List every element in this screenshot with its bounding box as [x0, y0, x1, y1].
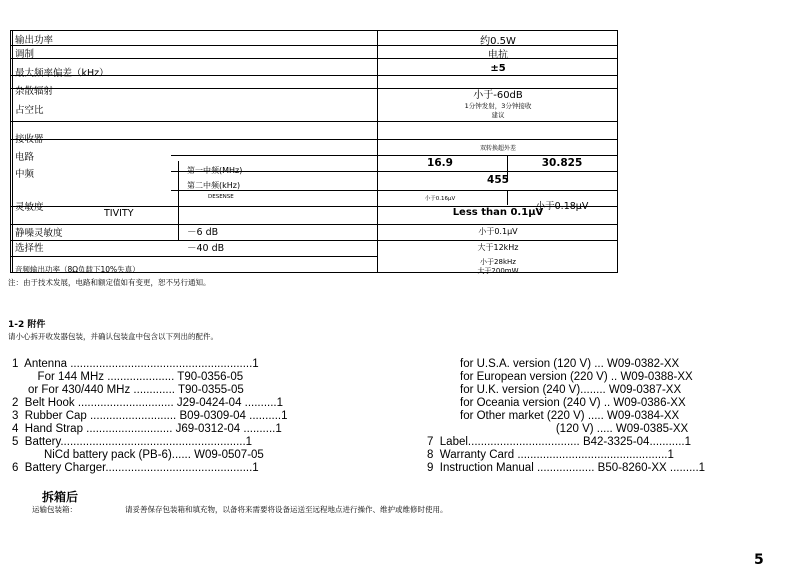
page-number: 5 [754, 552, 764, 568]
accessories-heading: 1-2 附件 [8, 320, 46, 330]
list-item: For 144 MHz ..................... T90-0356-05 [12, 371, 244, 383]
if-first-label: 第一中频(MHz) [187, 166, 243, 175]
value-if2: 455 [487, 174, 509, 186]
unpacking-text: 请妥善保存包装箱和填充物，以备将来需要将设备运送至远程地点进行操作、维护或维修时使用。 [125, 505, 448, 514]
table-divider [12, 31, 13, 272]
value-audio-output: 大于200mW [477, 267, 519, 275]
list-item: 4 Hand Strap ........................... J69-0312-04 ..........1 [12, 423, 282, 435]
value-spurious: 小于-60dB [473, 90, 523, 101]
value-deviation: ±5 [490, 63, 506, 74]
value-output-power: 约0.5W [480, 36, 516, 47]
if-second-label: 第二中频(kHz) [187, 181, 241, 190]
row-label: 电路 [15, 152, 35, 163]
row-label: 中频 [15, 169, 35, 180]
row-label: 杂散辐射 [15, 86, 54, 97]
selectivity-setting: －40 dB [187, 243, 225, 254]
list-item: for U.K. version (240 V)........ W09-0387-XX [460, 384, 682, 396]
desense-label: DESENSE [208, 194, 234, 200]
value-if1-a: 16.9 [427, 157, 453, 169]
value-sens-b: 小于0.18μV [535, 201, 589, 212]
table-rule [11, 139, 617, 140]
value-sens-main: Less than 0.1μV [452, 207, 544, 218]
row-label: 静噪灵敏度 [15, 228, 63, 239]
value-circuit: 双转换超外差 [479, 145, 516, 152]
row-label: 选择性 [15, 243, 44, 254]
accessories-intro: 请小心拆开收发器包装，并确认包装盒中包含以下列出的配件。 [8, 332, 218, 341]
table-divider [178, 161, 179, 241]
table-rule [11, 121, 617, 122]
table-rule [11, 224, 617, 225]
list-item: or For 430/440 MHz ............. T90-0355-05 [12, 384, 244, 396]
row-label: 接收器 [15, 134, 44, 145]
list-item: 2 Belt Hook .............................. J29-0424-04 ..........1 [12, 397, 284, 409]
list-item: for Other market (220 V) ..... W09-0384-XX [460, 410, 680, 422]
value-selectivity-2: 小于28kHz [480, 258, 516, 266]
list-item: 9 Instruction Manual .................. B50-8260-XX .........1 [427, 462, 706, 474]
spec-note: 注：由于技术发展，电路和额定值如有变更，恕不另行通知。 [8, 278, 211, 287]
row-label: 输出功率 [15, 35, 54, 46]
table-rule [171, 155, 617, 156]
unpacking-heading: 拆箱后 [42, 490, 79, 504]
table-rule [11, 240, 617, 241]
list-item: 5 Battery..........................................................1 [12, 436, 253, 448]
value-duty-note: 建议 [491, 111, 505, 119]
list-item: for European version (220 V) .. W09-0388-XX [460, 371, 693, 383]
value-if1-b: 30.825 [541, 157, 583, 169]
list-item: for Oceania version (240 V) .. W09-0386-XX [460, 397, 686, 409]
squelch-setting: －6 dB [187, 227, 219, 238]
list-item: 7 Label................................... B42-3325-04...........1 [427, 436, 691, 448]
list-item: NiCd battery pack (PB-6)...... W09-0507-05 [12, 449, 264, 461]
list-item: 1 Antenna .........................................................1 [12, 358, 259, 370]
row-label: 占空比 [15, 105, 44, 116]
value-selectivity: 大于12kHz [477, 243, 519, 252]
list-item: 8 Warranty Card ...............................................1 [427, 449, 674, 461]
value-modulation: 电抗 [488, 50, 508, 61]
table-rule [11, 256, 377, 257]
list-item: (120 V) ..... W09-0385-XX [460, 423, 689, 435]
row-label: 调制 [15, 49, 35, 60]
list-item: 6 Battery Charger..............................................1 [12, 462, 259, 474]
list-item: for U.S.A. version (120 V) ... W09-0382-XX [460, 358, 680, 370]
unpacking-label: 运输包装箱： [32, 505, 77, 514]
list-item: 3 Rubber Cap ........................... B09-0309-04 ..........1 [12, 410, 288, 422]
value-duty-cycle: 1分钟发射，3分钟接收 [464, 102, 532, 110]
row-label: 最大频率偏差（kHz） [15, 68, 109, 79]
value-sens-a: 小于0.16μV [424, 196, 456, 202]
row-label: 灵敏度 [15, 202, 44, 213]
row-sublabel: TIVITY [104, 208, 134, 219]
value-squelch: 小于0.1μV [478, 227, 518, 236]
row-label: 音频输出功率（8Ω负载下10%失真） [15, 265, 140, 274]
